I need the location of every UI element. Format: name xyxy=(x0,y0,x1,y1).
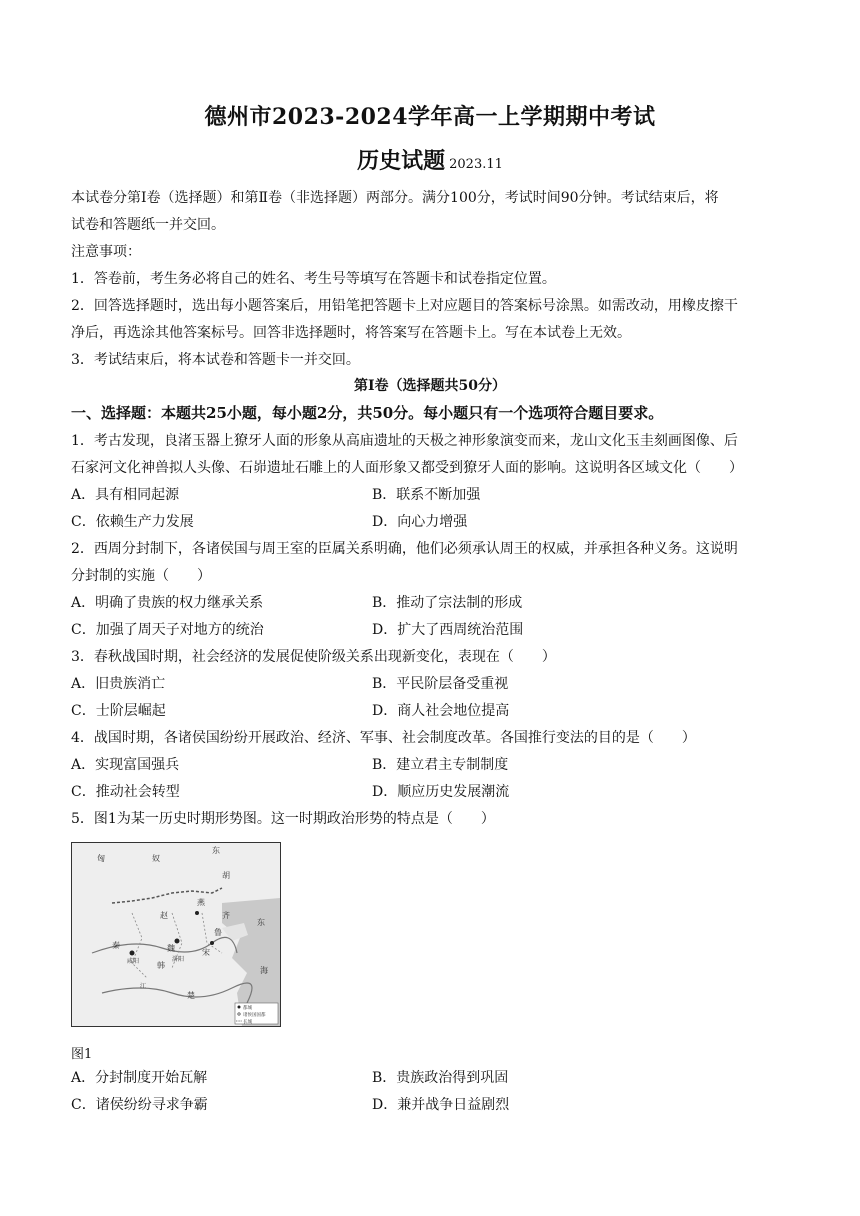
map-label: 江 xyxy=(140,983,147,990)
map-label: 海 xyxy=(260,966,268,975)
question-1-option-c: C．依赖生产力发展 xyxy=(71,514,194,530)
map-label: 奴 xyxy=(152,854,160,863)
question-5-option-d: D．兼并战争日益剧烈 xyxy=(372,1097,510,1113)
question-3-option-c: C．士阶层崛起 xyxy=(71,703,166,719)
question-1-option-b: B．联系不断加强 xyxy=(372,487,481,503)
question-4-option-c: C．推动社会转型 xyxy=(71,784,180,800)
question-3-option-a: A．旧贵族消亡 xyxy=(71,676,166,692)
question-1-option-a: A．具有相同起源 xyxy=(71,487,180,503)
map-label: 宋 xyxy=(202,948,210,957)
map-svg xyxy=(72,843,280,1026)
question-4-option-b: B．建立君主专制制度 xyxy=(372,757,509,773)
legend-item: 都城 xyxy=(243,1006,252,1011)
historical-map-figure xyxy=(71,842,281,1027)
note-item: 2．回答选择题时，选出每小题答案后，用铅笔把答题卡上对应题目的答案标号涂黑。如需改动，用橡皮擦干 xyxy=(71,298,738,314)
map-label: 鲁 xyxy=(214,928,222,937)
map-label: 魏 xyxy=(167,944,175,953)
exam-title: 德州市2023-2024学年高一上学期期中考试 xyxy=(204,104,656,130)
map-label: 燕 xyxy=(197,898,205,907)
map-label: 东 xyxy=(257,918,265,927)
map-label: 齐 xyxy=(222,911,230,920)
map-label: 韩 xyxy=(157,961,165,970)
section-instruction: 一、选择题：本题共25小题，每小题2分，共50分。每小题只有一个选项符合题目要求。 xyxy=(71,404,664,422)
question-1-stem: 1．考古发现，良渚玉器上獠牙人面的形象从高庙遗址的天极之神形象演变而来，龙山文化玉圭刻画图像、后 xyxy=(71,433,738,449)
note-item: 1．答卷前，考生务必将自己的姓名、考生号等填写在答题卡和试卷指定位置。 xyxy=(71,271,556,287)
question-2-option-d: D．扩大了西周统治范围 xyxy=(372,622,524,638)
map-label: 洛阳 xyxy=(172,956,185,963)
notes-heading: 注意事项： xyxy=(71,244,141,260)
map-label: 赵 xyxy=(160,911,168,920)
intro-line: 试卷和答题纸一并交回。 xyxy=(71,217,225,233)
map-label: 东 xyxy=(212,846,220,855)
question-2-stem: 2．西周分封制下，各诸侯国与周王室的臣属关系明确，他们必须承认周王的权威，并承担各种义务。这说明 xyxy=(71,541,738,557)
exam-date: 2023.11 xyxy=(449,157,503,172)
question-3-stem: 3．春秋战国时期，社会经济的发展促使阶级关系出现新变化，表现在（ ） xyxy=(71,649,556,665)
map-label: 秦 xyxy=(112,941,120,950)
map-label: 匈 xyxy=(97,854,105,863)
question-3-option-d: D．商人社会地位提高 xyxy=(372,703,510,719)
question-1-option-d: D．向心力增强 xyxy=(372,514,468,530)
intro-line: 本试卷分第Ⅰ卷（选择题）和第Ⅱ卷（非选择题）两部分。满分100分，考试时间90分钟。考试结束后，将 xyxy=(71,190,719,206)
map-label: 楚 xyxy=(187,991,195,1000)
question-2-option-b: B．推动了宗法制的形成 xyxy=(372,595,523,611)
city-marker xyxy=(175,939,180,944)
section-heading: 第Ⅰ卷（选择题共50分） xyxy=(353,378,507,394)
map-label: 胡 xyxy=(222,871,230,880)
subject-title: 历史试题 xyxy=(357,148,446,174)
question-5-option-c: C．诸侯纷纷寻求争霸 xyxy=(71,1097,208,1113)
legend-item: 诸侯国国都 xyxy=(243,1013,266,1018)
city-marker xyxy=(195,911,199,915)
city-marker xyxy=(130,951,135,956)
note-item: 净后，再选涂其他答案标号。回答非选择题时，将答案写在答题卡上。写在本试卷上无效。 xyxy=(71,325,631,341)
question-1-stem: 石家河文化神兽拟人头像、石峁遗址石雕上的人面形象又都受到獠牙人面的影响。这说明各区域文化（ ） xyxy=(71,460,743,476)
question-5-option-a: A．分封制度开始瓦解 xyxy=(71,1070,208,1086)
question-4-stem: 4．战国时期，各诸侯国纷纷开展政治、经济、军事、社会制度改革。各国推行变法的目的是（ ） xyxy=(71,730,696,746)
question-2-option-a: A．明确了贵族的权力继承关系 xyxy=(71,595,264,611)
question-2-option-c: C．加强了周天子对地方的统治 xyxy=(71,622,264,638)
city-marker xyxy=(210,941,214,945)
question-5-option-b: B．贵族政治得到巩固 xyxy=(372,1070,509,1086)
question-2-stem: 分封制的实施（ ） xyxy=(71,568,211,584)
figure-caption: 图1 xyxy=(71,1047,93,1062)
question-5-stem: 5．图1为某一历史时期形势图。这一时期政治形势的特点是（ ） xyxy=(71,811,495,827)
question-3-option-b: B．平民阶层备受重视 xyxy=(372,676,509,692)
question-4-option-a: A．实现富国强兵 xyxy=(71,757,180,773)
question-4-option-d: D．顺应历史发展潮流 xyxy=(372,784,510,800)
legend-item: 长城 xyxy=(243,1020,252,1025)
exam-subtitle xyxy=(0,144,860,175)
note-item: 3．考试结束后，将本试卷和答题卡一并交回。 xyxy=(71,352,360,368)
map-label: 咸阳 xyxy=(127,958,140,965)
